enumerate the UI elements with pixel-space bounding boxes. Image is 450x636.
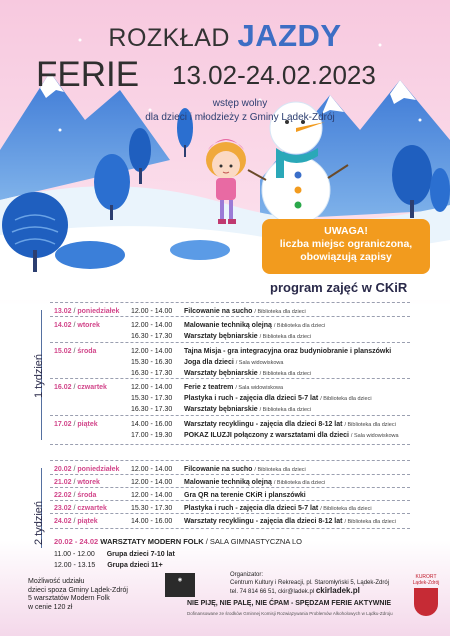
schedule-time: 12.00 - 14.00 (131, 348, 173, 355)
poster-title (0, 18, 450, 54)
schedule-activity: Plastyka i ruch - zajęcia dla dzieci 5-7 lat / Biblioteka dla dzieci (184, 505, 372, 512)
workshop-title: WARSZTATY MODERN FOLK (100, 537, 204, 546)
note-line: Możliwość udziału (28, 578, 85, 585)
schedule-activity: Ferie z teatrem / Sala widowiskowa (184, 384, 284, 391)
schedule-date: 23.02 / czwartek (54, 505, 107, 512)
row-divider (50, 487, 410, 488)
schedule-activity: Malowanie techniką olejną / Biblioteka dla dzieci (184, 322, 326, 329)
notice-line-2: liczba miejsc ograniczona, (279, 238, 413, 250)
organizer-name: Centrum Kultury i Rekreacji, pl. Staromłyński 5, Lądek-Zdrój (230, 579, 390, 586)
row-divider (50, 415, 410, 416)
schedule-activity: Joga dla dzieci / Sala widowiskowa (184, 359, 284, 366)
schedule-date: 20.02 / poniedziałek (54, 466, 120, 473)
schedule-date: 21.02 / wtorek (54, 479, 100, 486)
schedule-activity: Gra QR na terenie CKiR i planszówki (184, 492, 306, 499)
workshop-group-label: Grupa dzieci 11+ (107, 562, 163, 569)
schedule-activity: Warsztaty bębniarskie / Biblioteka dla dzieci (184, 370, 311, 377)
schedule-activity: Filcowanie na sucho / Biblioteka dla dzieci (184, 466, 306, 473)
note-line: 5 warsztatów Modern Folk (28, 595, 110, 602)
notice-line-3: obowiązują zapisy (300, 251, 392, 263)
schedule-time: 16.30 - 17.30 (131, 370, 173, 377)
kurort-logo (407, 574, 445, 616)
notice-box (262, 219, 430, 274)
week-1-label: 1 tydzień (33, 353, 45, 398)
schedule-activity: Tajna Misja - gra integracyjna oraz budyniobranie i planszówki (184, 348, 392, 355)
subtitle (130, 97, 350, 125)
schedule-activity: Warsztaty recyklingu - zajęcia dla dzieci 8-12 lat / Biblioteka dla dzieci (184, 518, 396, 525)
organizer-info (230, 572, 400, 597)
schedule-time: 15.30 - 17.30 (131, 505, 173, 512)
schedule-time: 12.00 - 14.00 (131, 308, 173, 315)
ckir-logo: ◉ (165, 573, 195, 597)
subtitle-line-1: wstęp wolny (212, 98, 268, 109)
schedule-activity: Plastyka i ruch - zajęcia dla dzieci 5-7 lat / Biblioteka dla dzieci (184, 395, 372, 402)
note-line: dzieci spoza Gminy Lądek-Zdrój (28, 586, 128, 594)
schedule-date: 13.02 / poniedziałek (54, 308, 120, 315)
row-divider (50, 500, 410, 501)
row-divider (50, 460, 410, 461)
workshop-dates: 20.02 - 24.02 (54, 537, 99, 546)
participation-note (28, 578, 128, 612)
row-divider (50, 316, 410, 317)
workshop-group-row (54, 562, 163, 569)
workshop-place: / SALA GIMNASTYCZNA LO (205, 537, 302, 546)
ferie-dates: 13.02-24.02.2023 (172, 60, 376, 90)
schedule-time: 12.00 - 14.00 (131, 322, 173, 329)
schedule-time: 16.30 - 17.30 (131, 333, 173, 340)
organizer-web: ckirladek.pl (315, 586, 360, 595)
note-line: w cenie 120 zł (28, 603, 73, 611)
row-divider (50, 528, 410, 529)
schedule-activity: Warsztaty bębniarskie / Biblioteka dla dzieci (184, 406, 311, 413)
schedule-date: 14.02 / wtorek (54, 322, 100, 329)
program-title: program zajęć w CKiR (270, 280, 408, 295)
schedule-time: 16.30 - 17.30 (131, 406, 173, 413)
ferie-heading: FERIE (36, 55, 140, 94)
schedule-time: 12.00 - 14.00 (131, 492, 173, 499)
workshop-group-time: 11.00 - 12.00 (54, 551, 95, 558)
row-divider (50, 444, 410, 445)
schedule-time: 12.00 - 14.00 (131, 466, 173, 473)
kurort-line-1: KURORT (415, 574, 437, 580)
title-accent: JAZDY (237, 18, 342, 53)
schedule-activity: Filcowanie na sucho / Biblioteka dla dzieci (184, 308, 306, 315)
subtitle-line-2: dla dzieci i młodzieży z Gminy Lądek-Zdrój (145, 112, 335, 123)
title-prefix: ROZKŁAD (108, 24, 230, 52)
schedule-time: 14.00 - 16.00 (131, 518, 173, 525)
sponsor-note: Dofinansowane ze środków Gminnej Komisji Rozwiązywania Problemów Alkoholowych w Lądku-Zdroju (187, 611, 393, 616)
workshop-group-row (54, 551, 175, 558)
week-2-label: 2 tydzień (33, 500, 45, 545)
notice-line-1: UWAGA! (324, 225, 368, 237)
organizer-label: Organizator: (230, 572, 264, 578)
schedule-activity: Warsztaty recyklingu - zajęcia dla dzieci 8-12 lat / Biblioteka dla dzieci (184, 421, 396, 428)
schedule-time: 15.30 - 16.30 (131, 359, 173, 366)
schedule-date: 24.02 / piątek (54, 518, 98, 525)
schedule-date: 17.02 / piątek (54, 421, 98, 428)
organizer-contact-line (230, 587, 400, 597)
schedule-time: 14.00 - 16.00 (131, 421, 173, 428)
row-divider (50, 474, 410, 475)
workshop-heading (54, 537, 302, 546)
schedule-activity: POKAZ ILUZJI połączony z warsztatami dla dzieci / Sala widowiskowa (184, 432, 399, 439)
coat-of-arms-icon (414, 588, 438, 616)
schedule-date: 16.02 / czwartek (54, 384, 107, 391)
workshop-group-time: 12.00 - 13.15 (54, 562, 96, 569)
row-divider (50, 342, 410, 343)
organizer-contact: tel. 74 814 66 51, ckir@ladek.pl (230, 589, 315, 595)
schedule-activity: Warsztaty bębniarskie / Biblioteka dla dzieci (184, 333, 311, 340)
row-divider (50, 513, 410, 514)
row-divider (50, 378, 410, 379)
kurort-line-2: Lądek-Zdrój (412, 580, 440, 586)
schedule-time: 12.00 - 14.00 (131, 384, 173, 391)
schedule-time: 17.00 - 19.30 (131, 432, 173, 439)
schedule-date: 22.02 / środa (54, 492, 97, 499)
schedule-date: 15.02 / środa (54, 348, 97, 355)
schedule-activity: Malowanie techniką olejną / Biblioteka dla dzieci (184, 479, 326, 486)
workshop-group-label: Grupa dzieci 7-10 lat (106, 551, 175, 558)
schedule-time: 12.00 - 14.00 (131, 479, 173, 486)
row-divider (50, 302, 410, 303)
slogan: NIE PIJĘ, NIE PALĘ, NIE ĆPAM - SPĘDZAM FERIE AKTYWNIE (187, 600, 392, 607)
schedule-time: 15.30 - 17.30 (131, 395, 173, 402)
